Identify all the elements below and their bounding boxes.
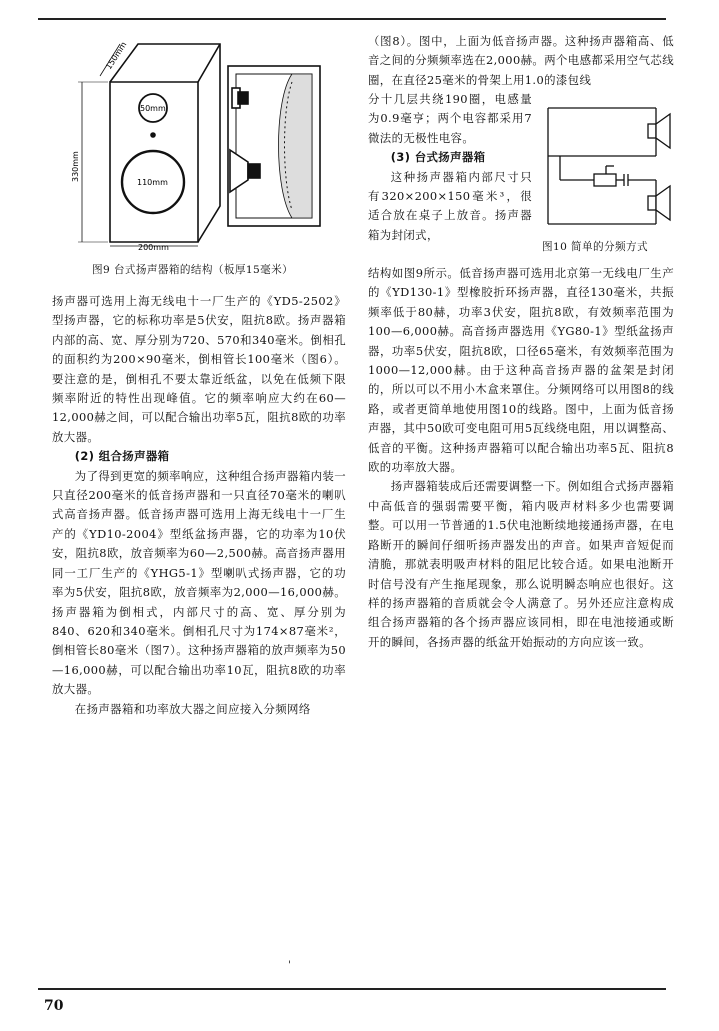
right-paragraph-3: 扬声器箱装成后还需要调整一下。例如组合式扬声器箱中高低音的强弱需要平衡，箱内吸声材料多少也需要调整。可以用一节普通的1.5伏电池断续地接通扬声器，在电路断开的瞬间仔细听扬声器发出的声音。如果声音短促而清脆，那就表明吸声材料的阻尼比较合适。如果电池断开时信号没有产生拖尾现象，那么说明瞬态响应也很好。这样的扬声器箱的音质就会令人满意了。另外还应注意构成组合扬声器箱的各个扬声器应该同相，即在电池接通或断开的瞬间，各扬声器的纸盆开始振动的方向应该一致。 bbox=[368, 479, 674, 649]
figure-10-caption: 图10 简单的分频方式 bbox=[542, 241, 648, 253]
bottom-rule bbox=[38, 988, 666, 990]
section-heading-2: (2) 组合扬声器箱 bbox=[74, 449, 170, 464]
left-paragraph-2: 为了得到更宽的频率响应，这种组合扬声器箱内装一只直径200毫米的低音扬声器和一只直径70毫米的喇叭式高音扬声器。低音扬声器可选用上海无线电十一厂生产的《YD10-2004》型纸盆扬声器，它的功率为10伏安，阻抗8欧，放音频率为60—2,500赫。高音扬声器用同一工厂生产的《YHG5-1》型喇叭式扬声器，它的功率为5伏安，阻抗8欧，放音频率为2,000—16,000赫。扬声器箱为倒相式，内部尺寸的高、宽、厚分别为840、620和340毫米。倒相孔尺寸为174×87毫米²，倒相管长80毫米（图7）。这种扬声器箱的放声频率为50—16,000赫，可以配合输出功率10瓦，阻抗8欧的功率放大器。 bbox=[52, 468, 346, 697]
right-column-top bbox=[368, 32, 674, 90]
section-heading-3: (3) 台式扬声器箱 bbox=[390, 150, 486, 165]
page-number: 70 bbox=[44, 998, 64, 1014]
cabinet-cross-section bbox=[228, 66, 320, 226]
stray-mark: ' bbox=[288, 960, 291, 971]
left-paragraph-3: 在扬声器箱和功率放大器之间应接入分频网络 bbox=[74, 701, 311, 716]
figure-9-caption: 图9 台式扬声器箱的结构（板厚15毫米） bbox=[92, 264, 294, 276]
right-paragraph-2b: 结构如图9所示。低音扬声器可选用北京第一无线电厂生产的《YD130-1》型橡胶折环扬声器，直径130毫米，共振频率低于80赫，功率3伏安，阻抗8欧，有效频率范围为100—6,000赫。高音扬声器选用《YG80-1》型纸盆扬声器，功率5伏安，阻抗8欧，口径65毫米，有效频率范围为1000—12,000赫。由于这种高音扬声器的盆架是封闭的，所以可以不用小木盒来罩住。分频网络可以用图8的线路，或者更简单地使用图10的线路。图中，上面为低音扬声器，其中50欧可变电阻可用5瓦线绕电阻，用以调整高、低音的平衡。这种扬声器箱可以配合输出功率5瓦、阻抗8欧的功率放大器。 bbox=[368, 266, 674, 475]
right-paragraph-1a: （图8）。图中，上面为低音扬声器。这种扬声器箱高、低音之间的分频频率选在2,000赫。两个电感都采用空气芯线圈，在直径25毫米的骨架上用1.0的漆包线 bbox=[368, 34, 674, 87]
left-paragraph-1: 扬声器可选用上海无线电十一厂生产的《YD5-2502》型扬声器，它的标称功率是5伏安，阻抗8欧。扬声器箱内部的高、宽、厚分别为720、570和340毫米。倒相孔的面积约为200×90毫米，倒相管长100毫米（图6）。要注意的是，倒相孔不要太靠近纸盆，以免在低频下限频率附近的特性出现峰值。它的频率响应大约在60—12,000赫之间，可以配合输出功率5瓦，阻抗8欧的功率放大器。 bbox=[52, 294, 346, 444]
right-paragraph-1b: 分十几层共绕190圈，电感量为0.9毫亨；两个电容都采用7微法的无极性电容。 bbox=[368, 92, 532, 145]
cabinet-front-view bbox=[78, 44, 220, 246]
dim-small-speaker-label: 50mm bbox=[140, 104, 166, 113]
top-rule bbox=[38, 18, 666, 20]
dim-depth-label: 150mm bbox=[104, 40, 129, 72]
figure-10-crossover-diagram bbox=[544, 96, 678, 236]
dim-width-label: 200mm bbox=[138, 243, 169, 252]
right-column-bottom bbox=[368, 264, 674, 652]
left-column bbox=[52, 292, 346, 719]
right-paragraph-2a: 这种扬声器箱内部尺寸只有320×200×150毫米³，很适合放在桌子上放音。扬声器箱为封闭式， bbox=[368, 169, 532, 242]
dim-large-speaker-label: 110mm bbox=[137, 178, 168, 187]
figure-9-cabinet-diagram bbox=[60, 30, 360, 256]
woofer-speaker-symbol bbox=[648, 114, 670, 148]
right-column-narrow bbox=[368, 90, 532, 245]
tweeter-speaker-symbol bbox=[648, 186, 670, 220]
dim-height-label: 330mm bbox=[71, 151, 80, 182]
